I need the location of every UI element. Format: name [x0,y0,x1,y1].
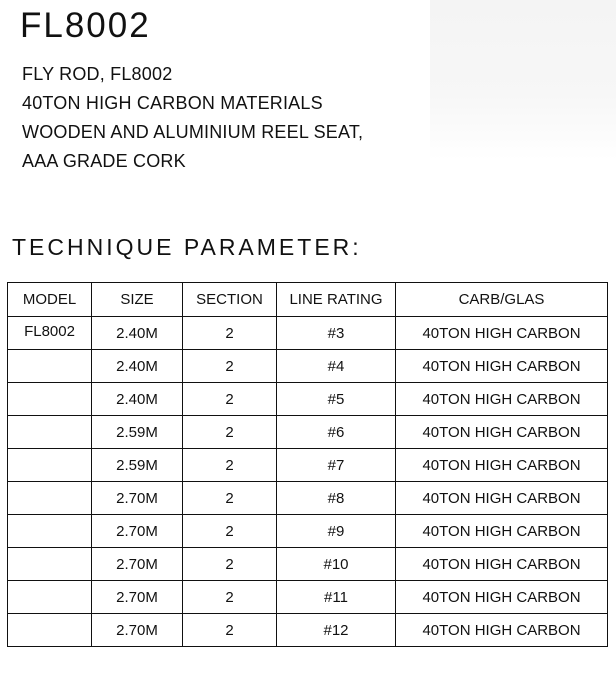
cell-line-rating: #10 [277,548,396,581]
parameter-table [7,282,608,647]
product-description [22,60,363,176]
cell-size: 2.40M [92,317,183,350]
cell-size: 2.70M [92,548,183,581]
cell-size: 2.59M [92,449,183,482]
cell-carb-glas: 40TON HIGH CARBON [396,515,608,548]
header-section: SECTION [183,283,277,317]
cell-model [8,614,92,647]
cell-carb-glas: 40TON HIGH CARBON [396,317,608,350]
cell-size: 2.59M [92,416,183,449]
cell-section: 2 [183,482,277,515]
cell-line-rating: #9 [277,515,396,548]
cell-section: 2 [183,581,277,614]
cell-model [8,449,92,482]
table-row [8,581,608,614]
table-row [8,614,608,647]
cell-line-rating: #11 [277,581,396,614]
table-row [8,548,608,581]
table-row [8,449,608,482]
cell-carb-glas: 40TON HIGH CARBON [396,383,608,416]
cell-model: FL8002 [8,317,92,350]
table-row [8,482,608,515]
table-row [8,350,608,383]
description-line: AAA GRADE CORK [22,151,186,171]
cell-model [8,350,92,383]
header-model: MODEL [8,283,92,317]
cell-size: 2.70M [92,614,183,647]
cell-carb-glas: 40TON HIGH CARBON [396,416,608,449]
cell-line-rating: #7 [277,449,396,482]
cell-section: 2 [183,383,277,416]
table-row [8,383,608,416]
cell-section: 2 [183,350,277,383]
cell-line-rating: #5 [277,383,396,416]
cell-model [8,482,92,515]
cell-section: 2 [183,317,277,350]
description-line: 40TON HIGH CARBON MATERIALS [22,93,323,113]
cell-line-rating: #8 [277,482,396,515]
table-row [8,416,608,449]
cell-carb-glas: 40TON HIGH CARBON [396,350,608,383]
header-carb-glas: CARB/GLAS [396,283,608,317]
cell-section: 2 [183,548,277,581]
cell-carb-glas: 40TON HIGH CARBON [396,449,608,482]
cell-section: 2 [183,416,277,449]
cell-carb-glas: 40TON HIGH CARBON [396,548,608,581]
cell-section: 2 [183,614,277,647]
cell-line-rating: #6 [277,416,396,449]
cell-model [8,548,92,581]
cell-carb-glas: 40TON HIGH CARBON [396,482,608,515]
cell-size: 2.70M [92,515,183,548]
cell-model [8,416,92,449]
table-header-row [8,283,608,317]
technique-parameter-heading: TECHNIQUE PARAMETER: [12,234,362,260]
header-size: SIZE [92,283,183,317]
cell-section: 2 [183,515,277,548]
cell-carb-glas: 40TON HIGH CARBON [396,614,608,647]
header-line-rating: LINE RATING [277,283,396,317]
cell-model [8,383,92,416]
background-shade [430,0,616,160]
cell-line-rating: #3 [277,317,396,350]
cell-line-rating: #4 [277,350,396,383]
cell-section: 2 [183,449,277,482]
cell-size: 2.40M [92,350,183,383]
cell-size: 2.70M [92,482,183,515]
cell-size: 2.70M [92,581,183,614]
description-line: WOODEN AND ALUMINIUM REEL SEAT, [22,122,364,142]
cell-size: 2.40M [92,383,183,416]
cell-carb-glas: 40TON HIGH CARBON [396,581,608,614]
product-title: FL8002 [20,6,151,45]
table-row [8,515,608,548]
cell-line-rating: #12 [277,614,396,647]
cell-model [8,581,92,614]
table-row [8,317,608,350]
cell-model [8,515,92,548]
description-line: FLY ROD, FL8002 [22,64,173,84]
